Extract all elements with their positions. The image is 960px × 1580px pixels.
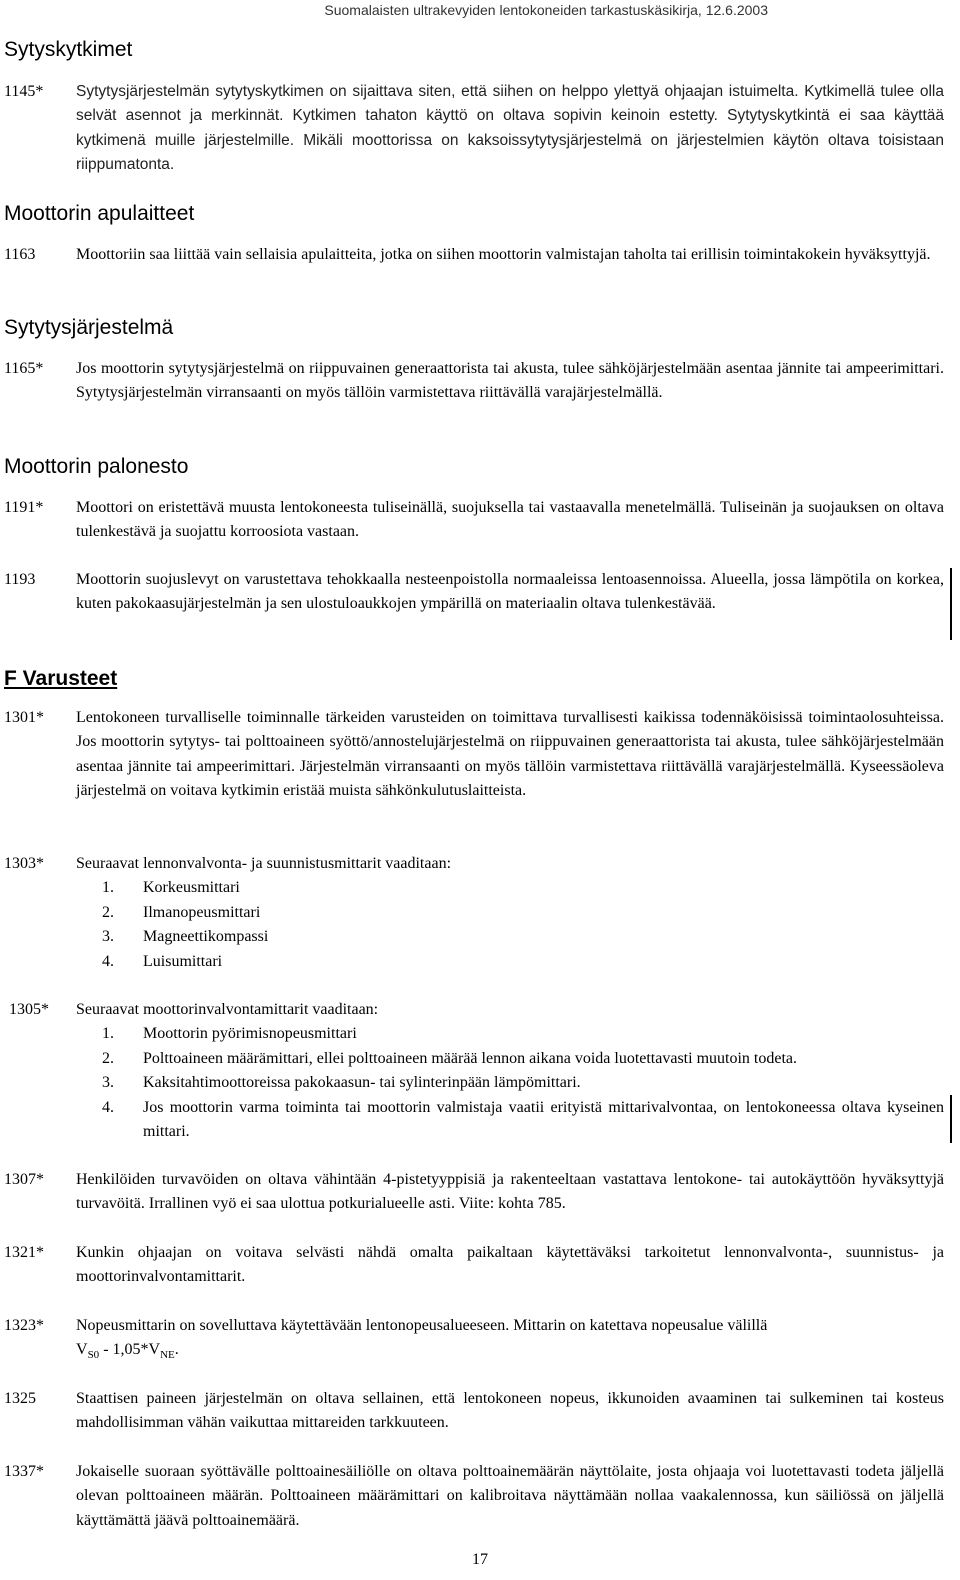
entry-text: Nopeusmittarin on sovelluttava käytettävään lentonopeusalueeseen. Mittarin on katettava nopeusalue välillä $V_{S0} - 1,05*V_{NE}$. [76,1317,768,1362]
entry-number: 1307* [4,1171,44,1188]
section-heading-palonesto: Moottorin palonesto [4,455,189,478]
entry-number: 1321* [4,1244,44,1261]
entry-number: 1165* [4,360,44,377]
entry-number: 1303* [4,855,44,872]
entry-number: 1323* [4,1317,44,1334]
running-header: Suomalaisten ultrakevyiden lentokoneiden tarkastuskäsikirja, 12.6.2003 [324,2,768,18]
entry-1337 [0,1460,944,1533]
entry-number: 1325 [4,1390,36,1407]
entry-1163 [0,243,944,267]
section-heading-varusteet: F Varusteet [4,667,118,690]
entry-text: Henkilöiden turvavöiden on oltava vähintään 4-pistetyyppisiä ja rakenteeltaan vastattava lentokone- tai autokäyttöön hyväksyttyjä turvavöitä. Irrallinen vyö ei saa ulottua potkurialueelle asti. Viite: kohta 785. [76,1171,944,1213]
entry-text: Jos moottorin sytytysjärjestelmä on riippuvainen generaattorista tai akusta, tulee sähköjärjestelmään asentaa jännite tai ampeerimittari. Sytytysjärjestelmän virransaanti on myös tällöin varmistettava riittävällä varajärjestelmällä. [76,360,944,402]
entry-1191 [0,496,944,545]
instrument-list [76,876,944,974]
entry-1321 [0,1241,944,1290]
entry-number: 1193 [4,571,36,588]
entry-number: 1301* [4,709,44,726]
entry-number: 1163 [4,246,36,263]
list-item: 4. Luisumittari [102,952,223,970]
entry-text: Jokaiselle suoraan syöttävälle polttoainesäiliölle on oltava polttoainemäärän näyttölaite, josta ohjaaja voi luotettavasti todeta jäljellä olevan polttoaineen määrän. Polttoaineen määrämittari on kalibroitava näyttämään nollaa vaakalennossa, kun säiliössä on jäljellä käyttämättä jäävä polttoainemäärä. [76,1463,944,1529]
list-item: 1. Korkeusmittari [102,879,240,897]
entry-text: Staattisen paineen järjestelmän on oltava sellainen, että lentokoneen nopeus, ikkunoiden avaaminen tai sulkeminen tai kosteus mahdollisimman vähän vaikuttaa mittareiden tarkkuuteen. [76,1390,944,1432]
entry-1305 [0,998,944,1144]
entry-1303 [0,852,944,974]
entry-text: Moottoriin saa liittää vain sellaisia apulaitteita, jotka on siihen moottorin valmistajan taholta tai erillisin toimintakokein hyväksyttyjä. [76,246,931,263]
section-heading-sytytysjarjestelma: Sytytysjärjestelmä [4,316,174,339]
entry-text: Sytytysjärjestelmän sytytyskytkimen on sijaittava siten, että siihen on helppo ylettyä ohjaajan istuimelta. Kytkimellä tulee olla selvät asennot ja merkinnät. Kytkimen tahaton käyttö on oltava sopivin keinoin estetty. Sytytyskytkintä ei saa käyttää kytkimenä muille järjestelmille. Mikäli moottorissa on kaksoissytytysjärjestelmä on järjestelmien käytön oltava toisistaan riippumatonta. [76,83,944,174]
entry-text: Moottori on eristettävä muusta lentokoneesta tuliseinällä, suojuksella tai vastaavalla menetelmällä. Tuliseinän ja suojauksen on oltava tulenkestävä ja suojattu korroosiota vastaan. [76,499,944,541]
page-number: 17 [472,1551,488,1568]
list-item: 3. Magneettikompassi [102,928,269,946]
entry-number: 1337* [4,1463,44,1480]
section-heading-sytyskytkimet: Sytyskytkimet [4,38,133,61]
list-item: 1. Moottorin pyörimisnopeusmittari [102,1025,357,1043]
list-item: 2. Polttoaineen määrämittari, ellei polttoaineen määrää lennon aikana voida luotettavasti muutoin todeta. [102,1049,797,1067]
list-item: 3. Kaksitahtimoottoreissa pakokaasun- tai sylinterinpään lämpömittari. [102,1074,581,1092]
entry-number: 1305* [9,1001,49,1018]
list-item: 4. Jos moottorin varma toiminta tai moottorin valmistaja vaatii erityistä mittarivalvontaa, on lentokoneessa oltava kyseinen mittari. [102,1098,944,1141]
section-heading-apulaitteet: Moottorin apulaitteet [4,202,195,225]
entry-1165 [0,357,944,406]
entry-1301 [0,706,944,804]
change-bar [950,568,952,640]
entry-text: Seuraavat moottorinvalvontamittarit vaaditaan: [76,1001,379,1018]
list-item: 2. Ilmanopeusmittari [102,903,261,921]
instrument-list [76,1022,944,1144]
entry-text: Moottorin suojuslevyt on varustettava tehokkaalla nesteenpoistolla normaaleissa lentoasennoissa. Alueella, jossa lämpötila on korkea, kuten pakokaasujärjestelmän ja sen ulostuloaukkojen ympärillä on materiaalin oltava tulenkestävää. [76,571,944,613]
entry-1323 [0,1314,944,1368]
entry-1193 [0,568,944,617]
entry-number: 1191* [4,499,44,516]
entry-text: Lentokoneen turvalliselle toiminnalle tärkeiden varusteiden on toimittava turvallisesti kaikissa todennäköisissä toimintaolosuhteissa. Jos moottorin sytytys- tai polttoaineen syöttö/annostelujärjestelmä on riippuvainen generaattorista tai akusta, tulee sähköjärjestelmään asentaa jännite tai ampeerimittari. Järjestelmän virransaanti on myös tällöin varmistettava riittävällä varajärjestelmällä. Kyseessäoleva järjestelmä on voitava kytkimin eristää muista sähkönkulutuslaitteista. [76,709,944,800]
change-bar [950,1095,952,1143]
entry-text: Kunkin ohjaajan on voitava selvästi nähdä omalta paikaltaan käytettäväksi tarkoitetut lennonvalvonta-, suunnistus- ja moottorinvalvontamittarit. [76,1244,944,1286]
entry-1145 [0,80,944,178]
entry-1325 [0,1387,944,1436]
entry-number: 1145* [4,83,44,100]
entry-1307 [0,1168,944,1217]
entry-text: Seuraavat lennonvalvonta- ja suunnistusmittarit vaaditaan: [76,855,452,872]
